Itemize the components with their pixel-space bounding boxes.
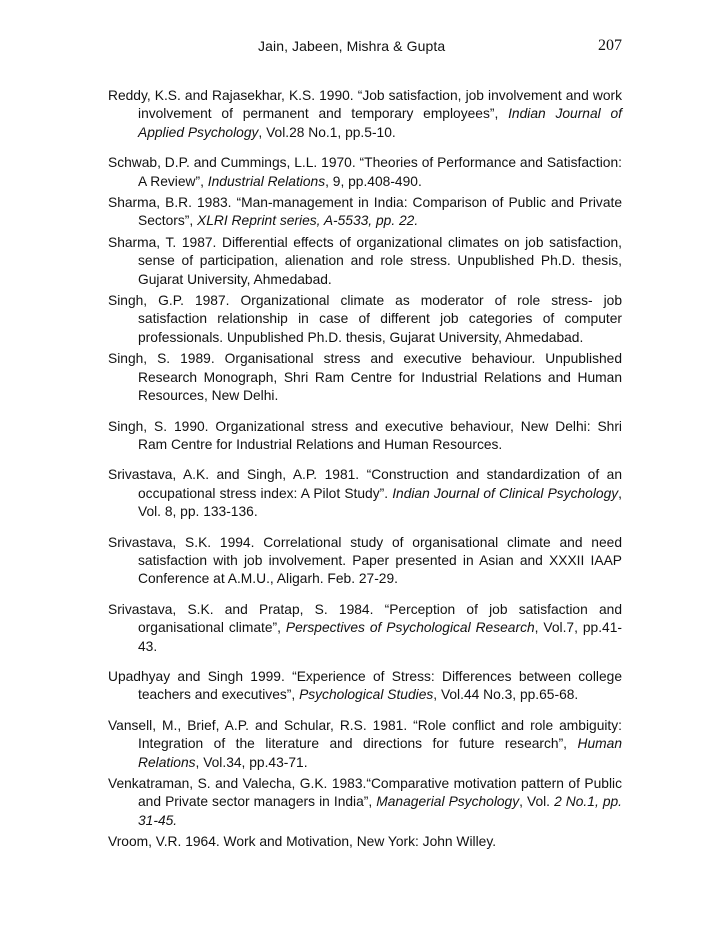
reference-source: Human Relations: [138, 736, 622, 770]
reference-source: XLRI Reprint series, A-5533, pp. 22.: [197, 213, 419, 229]
reference-text: Reddy, K.S. and Rajasekhar, K.S. 1990. “Job satisfaction, job involvement and work involvement of permanent and temporary employees”,: [108, 88, 622, 122]
reference-entry: [108, 350, 622, 405]
reference-entry: [108, 466, 622, 521]
page-number: 207: [598, 37, 622, 54]
reference-entry: [108, 601, 622, 656]
reference-text: Vansell, M., Brief, A.P. and Schular, R.S. 1981. “Role conflict and role ambiguity: Integration of the literature and directions for future research”,: [108, 717, 622, 752]
reference-text: , Vol.: [519, 794, 555, 810]
reference-text: , 9, pp.408-490.: [325, 173, 422, 189]
reference-text: Sharma, T. 1987. Differential effects of organizational climates on job satisfaction, sense of participation, alienation and role stress. Unpublished Ph.D. thesis, Gujarat University, Ahmedabad.: [108, 234, 622, 287]
reference-entry: [108, 154, 622, 191]
running-head: Jain, Jabeen, Mishra & Gupta: [258, 38, 446, 54]
reference-entry: [108, 292, 622, 347]
reference-text: Srivastava, S.K. 1994. Correlational study of organisational climate and need satisfaction with job involvement. Paper presented in Asian and XXXII IAAP Conference at A.M.U., Aligarh. Feb. 27-29.: [108, 534, 622, 587]
reference-entry: [108, 668, 622, 705]
reference-text: , Vol.7, pp.41-43.: [138, 620, 622, 654]
reference-text: , Vol.44 No.3, pp.65-68.: [433, 687, 579, 703]
reference-text: Singh, G.P. 1987. Organizational climate as moderator of role stress- job satisfaction relationship in case of different job categories of computer professionals. Unpublished Ph.D. thesis, Gujarat University, Ahmedabad.: [108, 293, 622, 345]
reference-text: Srivastava, A.K. and Singh, A.P. 1981. “Construction and standardization of an occupational stress index: A Pilot Study”.: [108, 467, 622, 501]
reference-text: Srivastava, S.K. and Pratap, S. 1984. “Perception of job satisfaction and organisational climate”,: [108, 601, 622, 636]
reference-entry: [108, 418, 622, 455]
reference-entry: [108, 194, 622, 231]
reference-text: Sharma, B.R. 1983. “Man-management in India: Comparison of Public and Private Sectors”,: [108, 195, 622, 229]
reference-source: Indian Journal of Clinical Psychology: [392, 485, 619, 501]
reference-text: Singh, S. 1990. Organizational stress and executive behaviour, New Delhi: Shri Ram Centre for Industrial Relations and Human Resources.: [108, 418, 622, 452]
reference-source: Managerial Psychology: [376, 794, 520, 810]
reference-entry: [108, 87, 622, 142]
reference-source: Indian Journal of Applied Psychology: [138, 106, 622, 140]
reference-source: Psychological Studies: [299, 687, 434, 703]
reference-text: Schwab, D.P. and Cummings, L.L. 1970. “Theories of Performance and Satisfaction: A Review”,: [108, 155, 622, 189]
reference-text: , Vol.34, pp.43-71.: [195, 754, 308, 770]
reference-list: [108, 87, 622, 852]
reference-text: Upadhyay and Singh 1999. “Experience of Stress: Differences between college teachers and executives”,: [108, 668, 622, 703]
reference-text: Vroom, V.R. 1964. Work and Motivation, New York: John Willey.: [108, 834, 497, 850]
reference-entry: [108, 234, 622, 289]
reference-text: Singh, S. 1989. Organisational stress and executive behaviour. Unpublished Research Monograph, Shri Ram Centre for Industrial Relations and Human Resources, New Delhi.: [108, 351, 622, 404]
reference-source: Industrial Relations: [207, 173, 326, 189]
reference-entry: [108, 775, 622, 830]
reference-text: , Vol.28 No.1, pp.5-10.: [258, 124, 396, 140]
reference-text: Venkatraman, S. and Valecha, G.K. 1983.“Comparative motivation pattern of Public and Private sector managers in India”,: [108, 776, 622, 810]
reference-source: Perspectives of Psychological Research: [285, 620, 535, 636]
reference-entry: [108, 534, 622, 589]
reference-text: , Vol. 8, pp. 133-136.: [138, 485, 622, 520]
page-header: [108, 38, 622, 58]
reference-entry: [108, 833, 622, 851]
reference-entry: [108, 717, 622, 772]
reference-source: 2 No.1, pp. 31-45.: [138, 794, 623, 828]
